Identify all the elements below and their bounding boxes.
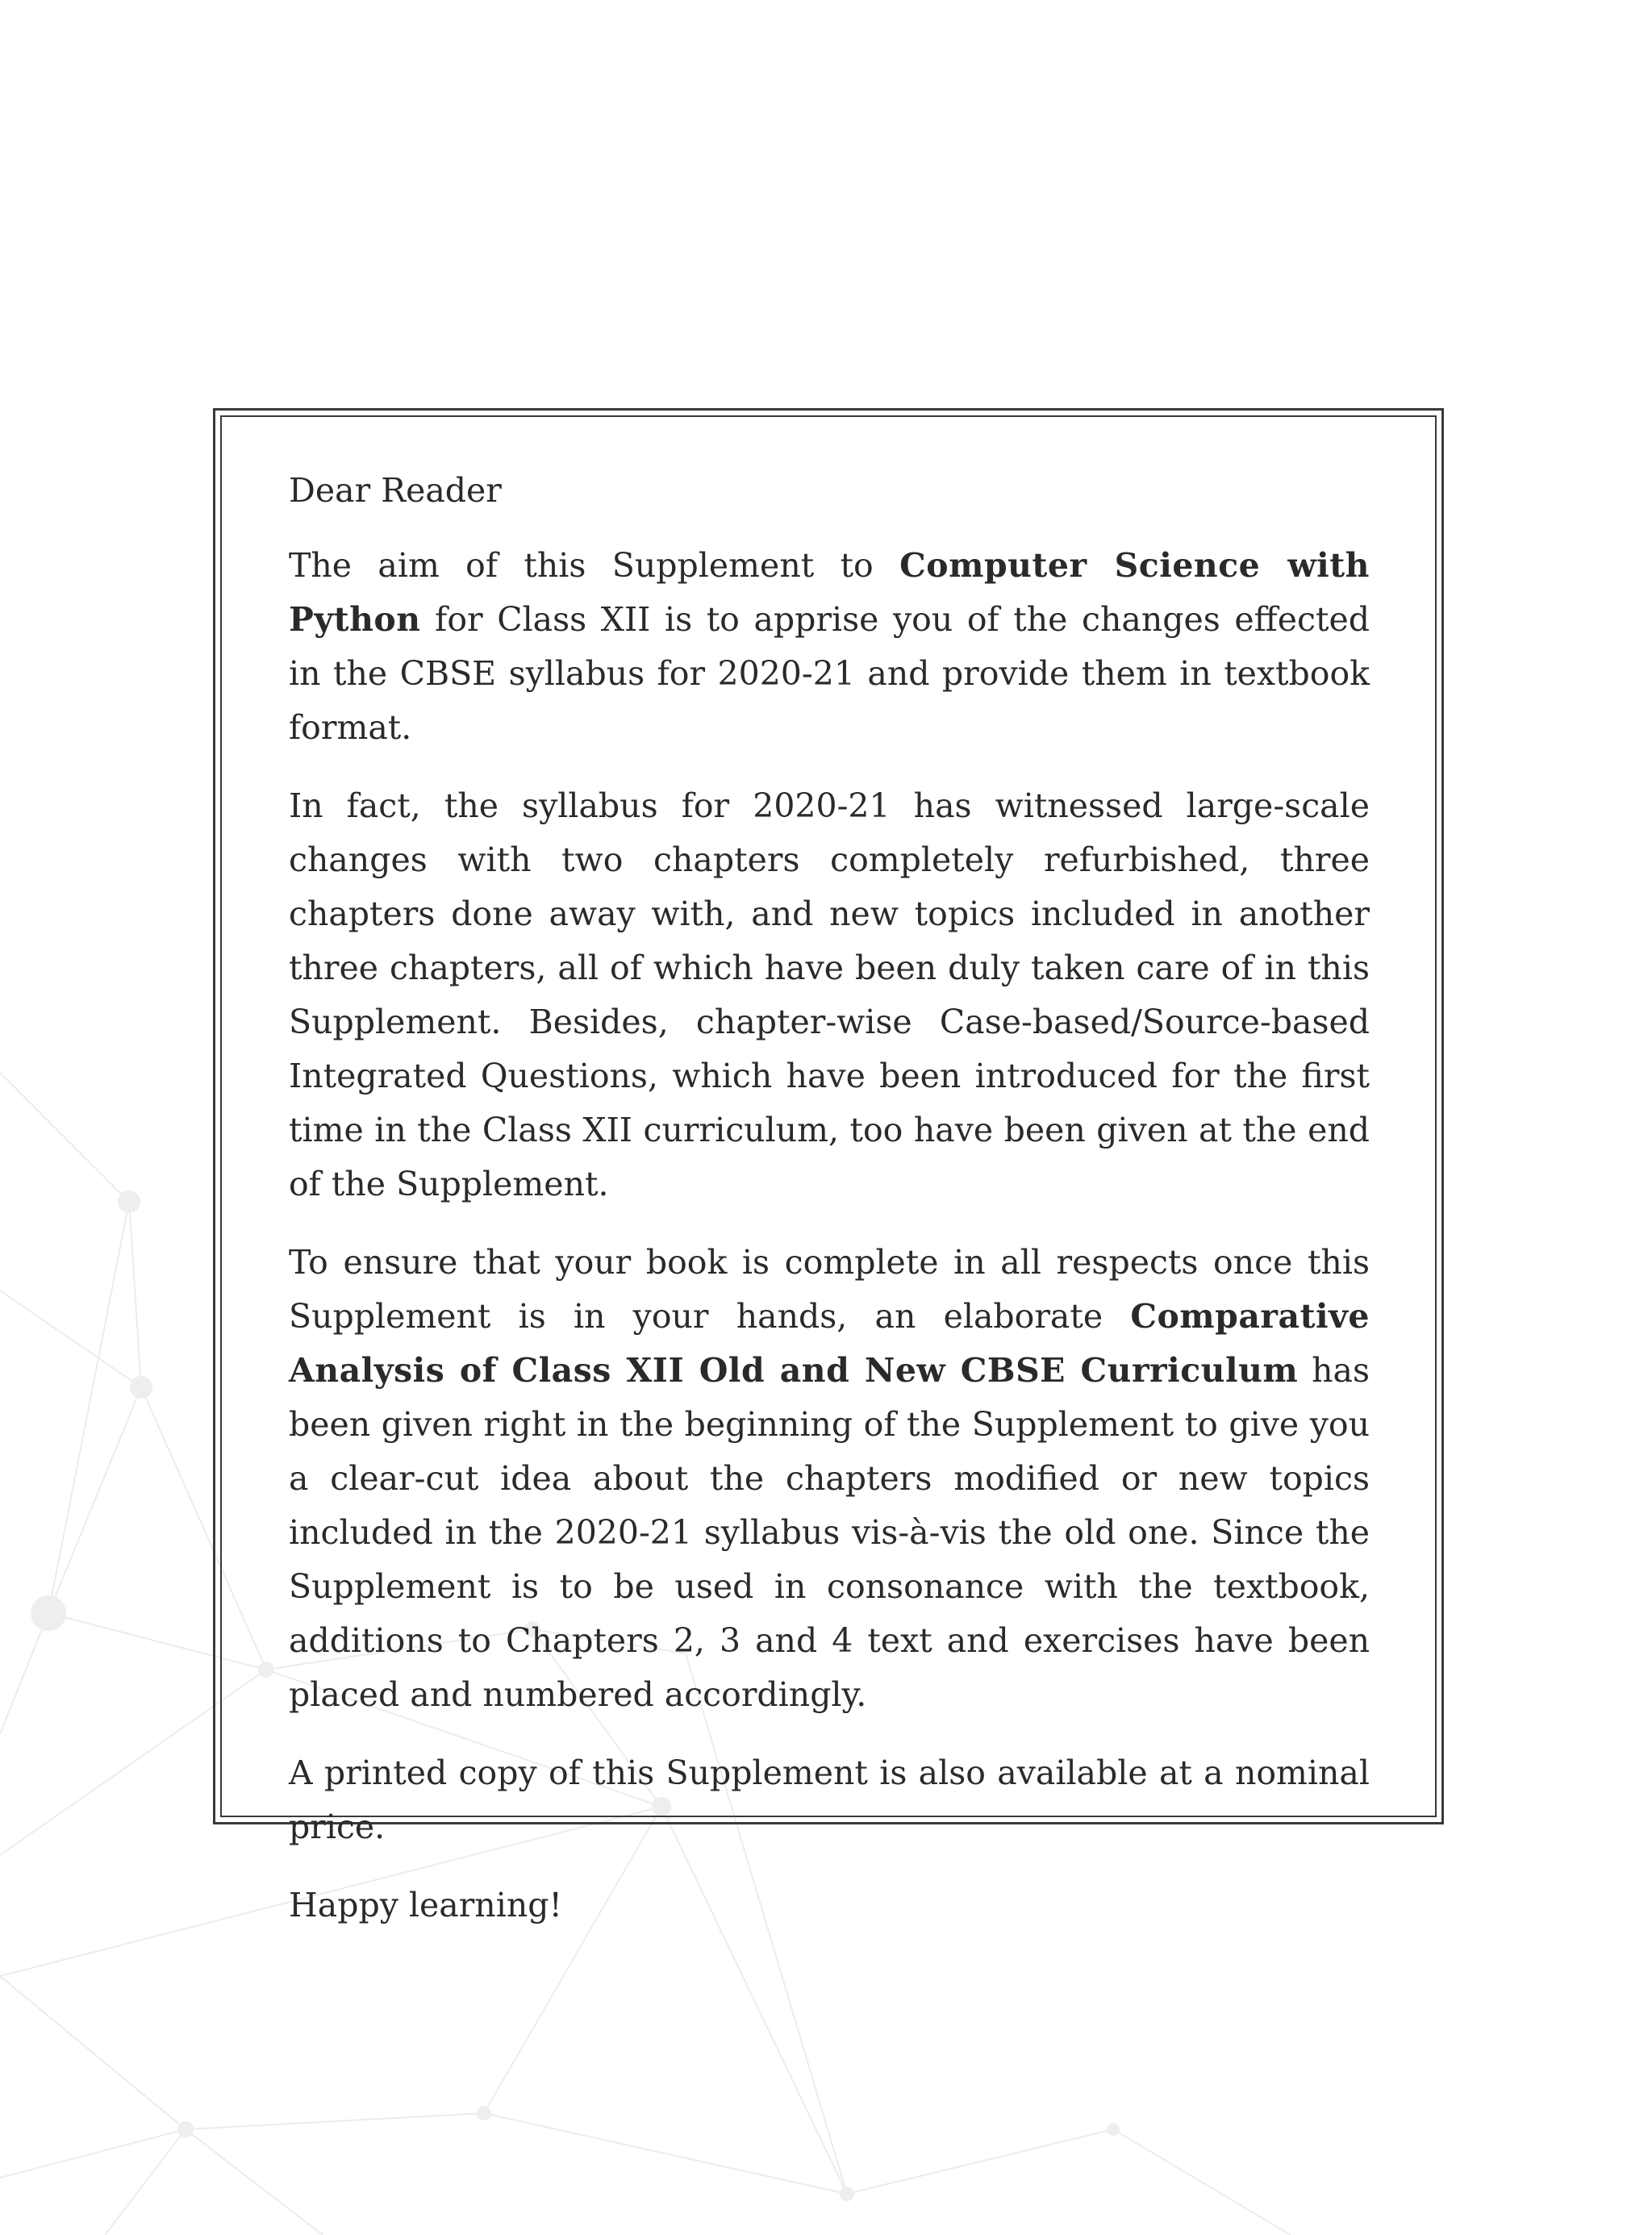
letter-closing: Happy learning! — [289, 1886, 562, 1924]
intro-text-start: The aim of this Supplement to — [289, 546, 900, 585]
letter-paragraph-printed-copy: A printed copy of this Supplement is also available at a nominal price. — [289, 1753, 1370, 1846]
analysis-text-start: To ensure that your book is complete in all respects once this Supplement is in your hands, an elaborate — [289, 1243, 1370, 1336]
letter-body — [289, 464, 1370, 1957]
letter-paragraph-comparative-analysis — [289, 1236, 1370, 1722]
letter-paragraph-intro — [289, 539, 1370, 755]
intro-text-end: for Class XII is to apprise you of the changes effected in the CBSE syllabus for 2020-21 and provide them in textbook format. — [289, 600, 1370, 747]
comparative-analysis-title: Comparative Analysis of Class XII Old and New CBSE Curriculum — [289, 1297, 1370, 1390]
letter-paragraph-syllabus-changes: In fact, the syllabus for 2020-21 has witnessed large-scale changes with two chapters completely refurbished, three chapters done away with, and new topics included in another three chapters, all of which have been duly taken care of in this Supplement. Besides, chapter-wise Case-based/Source-based Integrated Questions, which have been introduced for the first time in the Class XII curriculum, too have been given at the end of the Supplement. — [289, 786, 1370, 1203]
letter-salutation: Dear Reader — [289, 471, 502, 510]
book-title: Computer Science with Python — [289, 546, 1370, 639]
analysis-text-end: has been given right in the beginning of the Supplement to give you a clear-cut idea about the chapters modified or new topics included in the 2020-21 syllabus vis-à-vis the old one. Since the Supplement is to be used in consonance with the textbook, additions to Chapters 2, 3 and 4 text and exercises have been placed and numbered accordingly. — [289, 1351, 1370, 1714]
